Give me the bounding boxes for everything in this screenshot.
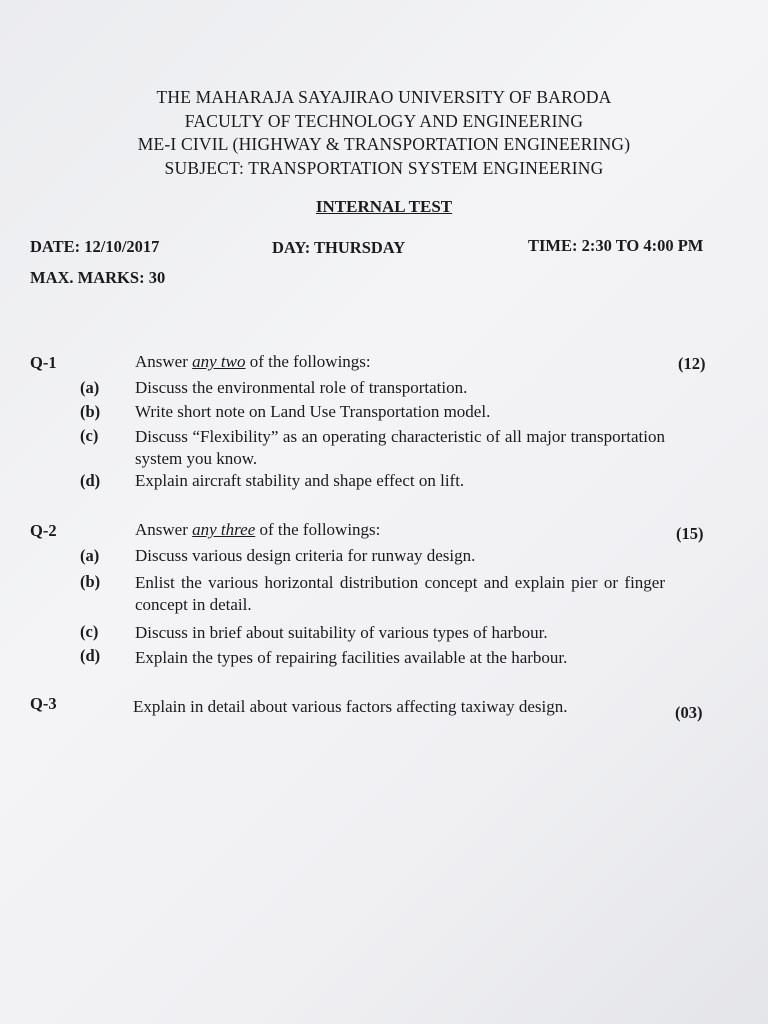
part-label: (c)	[80, 622, 99, 641]
part-label: (d)	[80, 646, 101, 665]
instruction-suffix: of the followings:	[255, 520, 381, 539]
question-instruction	[135, 352, 371, 372]
instruction-emphasis: any three	[192, 520, 256, 539]
part-label: (b)	[80, 572, 101, 591]
instruction-prefix: Answer	[135, 352, 193, 371]
question-number: Q-2	[30, 521, 57, 540]
exam-date: DATE: 12/10/2017	[30, 237, 160, 256]
test-title: INTERNAL TEST	[315, 197, 453, 216]
faculty-name: FACULTY OF TECHNOLOGY AND ENGINEERING	[184, 110, 584, 131]
question-text: Explain in detail about various factors affecting taxiway design.	[133, 697, 568, 716]
course-name: ME-I CIVIL (HIGHWAY & TRANSPORTATION ENGINEERING)	[137, 134, 631, 154]
instruction-emphasis: any two	[192, 352, 246, 371]
part-text: Discuss the environmental role of transportation.	[135, 378, 468, 397]
part-label: (a)	[80, 546, 100, 565]
question-instruction	[135, 520, 380, 540]
part-text: Explain the types of repairing facilities available at the harbour.	[135, 648, 568, 667]
part-text: Write short note on Land Use Transportation model.	[135, 402, 491, 421]
part-label: (b)	[80, 402, 101, 421]
question-number: Q-1	[30, 353, 57, 372]
instruction-suffix: of the followings:	[245, 352, 371, 371]
part-text: Explain aircraft stability and shape effect on lift.	[135, 471, 465, 490]
exam-time: TIME: 2:30 TO 4:00 PM	[528, 236, 704, 255]
part-label: (c)	[80, 426, 99, 445]
exam-day: DAY: THURSDAY	[272, 238, 406, 257]
subject-name: SUBJECT: TRANSPORTATION SYSTEM ENGINEERING	[164, 157, 604, 178]
part-label: (d)	[80, 471, 101, 490]
question-marks: (15)	[676, 524, 704, 543]
university-header	[0, 86, 768, 180]
max-marks: MAX. MARKS: 30	[30, 268, 166, 287]
question-marks: (12)	[678, 354, 706, 373]
part-text: Discuss “Flexibility” as an operating characteristic of all major transportation system you know.	[135, 427, 665, 468]
question-marks: (03)	[675, 703, 703, 722]
instruction-prefix: Answer	[135, 520, 193, 539]
question-number: Q-3	[30, 694, 57, 713]
university-name: THE MAHARAJA SAYAJIRAO UNIVERSITY OF BARODA	[156, 87, 612, 107]
part-label: (a)	[80, 378, 100, 397]
part-text: Discuss various design criteria for runway design.	[135, 546, 476, 565]
part-text: Enlist the various horizontal distribution concept and explain pier or finger concept in detail.	[135, 573, 665, 614]
part-text: Discuss in brief about suitability of various types of harbour.	[135, 623, 548, 642]
